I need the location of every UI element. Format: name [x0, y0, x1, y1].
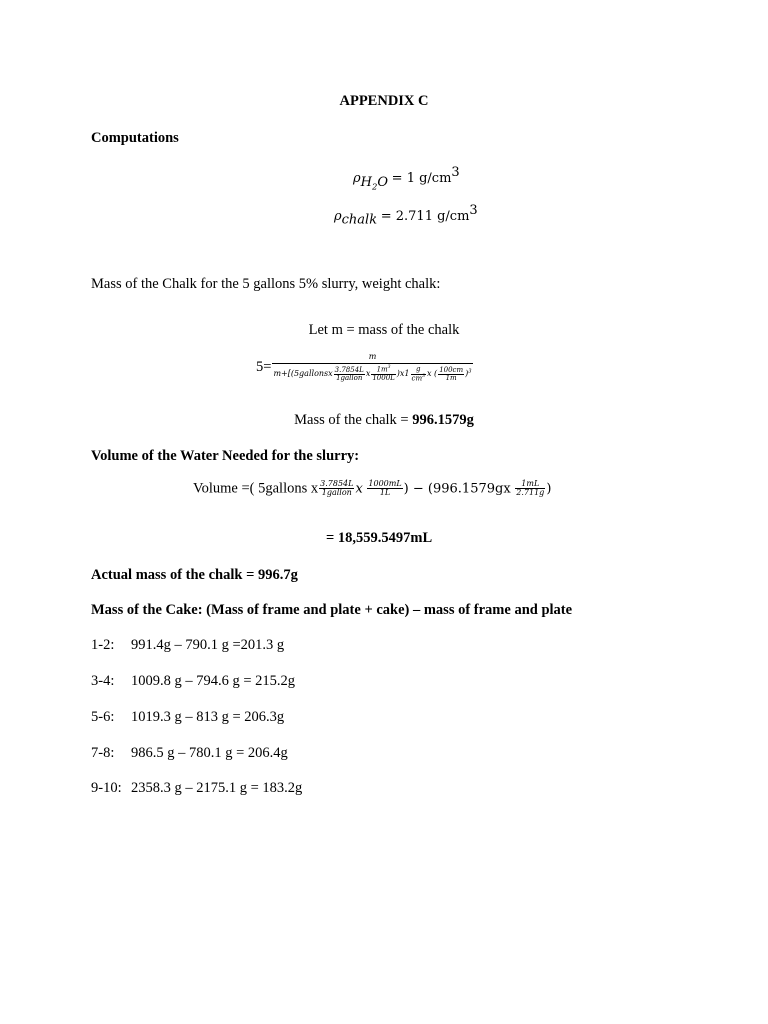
mass-equation-denominator	[272, 364, 472, 382]
mass-result	[0, 412, 768, 429]
volume-title: Volume of the Water Needed for the slurry:	[91, 448, 360, 464]
mass-equation-numerator: m	[272, 353, 472, 364]
gallon-factor-num: 3.7854L	[334, 365, 364, 374]
cake-row-label: 5-6:	[91, 709, 115, 725]
density-chalk-power: 3	[469, 203, 478, 218]
density-water-equation	[353, 165, 460, 191]
cake-row-label: 3-4:	[91, 673, 115, 689]
mass-equation-lhs: 5=	[256, 359, 272, 376]
water-subscript-o: O	[377, 174, 389, 190]
den-x2: x (	[427, 369, 438, 379]
actual-mass: Actual mass of the chalk = 996.7g	[91, 567, 298, 583]
cake-row	[91, 745, 288, 762]
density-water-value: = 1 g/cm	[391, 170, 452, 186]
density-chalk-value: = 2.711 g/cm	[380, 208, 470, 224]
volume-equation	[193, 480, 551, 498]
density-factor-den-base: cm	[411, 374, 423, 383]
mass-intro-text: Mass of the Chalk for the 5 gallons 5% slurry, weight chalk:	[91, 276, 441, 292]
volume-density-factor-den: 2.711g	[516, 488, 545, 498]
volume-density-factor-num: 1mL	[515, 480, 545, 489]
mass-result-label: Mass of the chalk =	[294, 412, 413, 428]
mass-result-value: 996.1579g	[412, 412, 474, 428]
rho-symbol: ρ	[334, 208, 342, 224]
volume-gallon-factor-num: 3.7854L	[320, 479, 354, 488]
cake-row	[91, 709, 284, 726]
cake-title: Mass of the Cake: (Mass of frame and plate + cake) – mass of frame and plate	[91, 602, 573, 618]
den-end-pow: 3	[468, 368, 472, 375]
appendix-heading: APPENDIX C	[339, 93, 429, 109]
density-factor-num: g	[411, 366, 426, 374]
rho-symbol: ρ	[353, 170, 361, 186]
density-factor-den	[411, 375, 426, 383]
let-statement: Let m = mass of the chalk	[308, 322, 460, 338]
cake-row-calc: 991.4g – 790.1 g =201.3 g	[131, 637, 285, 653]
cake-row-calc: 1009.8 g – 794.6 g = 215.2g	[131, 673, 296, 689]
den-mid: )x1	[396, 369, 410, 379]
section-title: Computations	[91, 130, 179, 146]
volume-ml-factor-num: 1000mL	[368, 479, 402, 488]
m3-factor-num-base: 1m	[376, 365, 388, 374]
cake-row	[91, 673, 295, 690]
cake-row-calc: 1019.3 g – 813 g = 206.3g	[131, 709, 285, 725]
volume-ml-factor-den: 1L	[379, 488, 391, 498]
den-end: )	[465, 369, 469, 379]
density-water-power: 3	[451, 165, 460, 180]
cake-row	[91, 780, 302, 797]
water-subscript-2: 2	[372, 181, 378, 192]
density-factor-den-pow: 3	[422, 373, 425, 379]
volume-equation-mid: ) − (996.1579gx	[403, 481, 511, 497]
density-chalk-equation	[334, 203, 478, 228]
times-sign: x	[365, 369, 371, 379]
m3-factor-num-pow: 3	[387, 365, 391, 371]
volume-result: = 18,559.5497mL	[326, 530, 433, 546]
chalk-subscript: chalk	[341, 212, 378, 228]
water-subscript-h: H	[360, 174, 372, 190]
m3-factor-den: 1000L	[372, 374, 395, 383]
volume-gallon-factor-den: 1gallon	[321, 488, 352, 498]
cm-factor-den: 1m	[445, 373, 457, 382]
cake-row-label: 1-2:	[91, 637, 115, 653]
mass-equation	[256, 353, 474, 382]
den-start: m+[(5gallonsx	[273, 369, 333, 379]
cake-row-label: 7-8:	[91, 745, 115, 761]
volume-equation-end: )	[546, 481, 552, 497]
cake-row-label: 9-10:	[91, 780, 122, 796]
volume-equation-lhs: Volume =( 5gallons x	[193, 480, 319, 497]
cake-row	[91, 637, 284, 654]
cake-row-calc: 986.5 g – 780.1 g = 206.4g	[131, 745, 288, 761]
cm-factor-num: 100cm	[439, 365, 464, 374]
gallon-factor-den: 1gallon	[336, 373, 363, 382]
cake-row-calc: 2358.3 g – 2175.1 g = 183.2g	[131, 780, 303, 796]
volume-times-sign: x	[355, 481, 363, 497]
